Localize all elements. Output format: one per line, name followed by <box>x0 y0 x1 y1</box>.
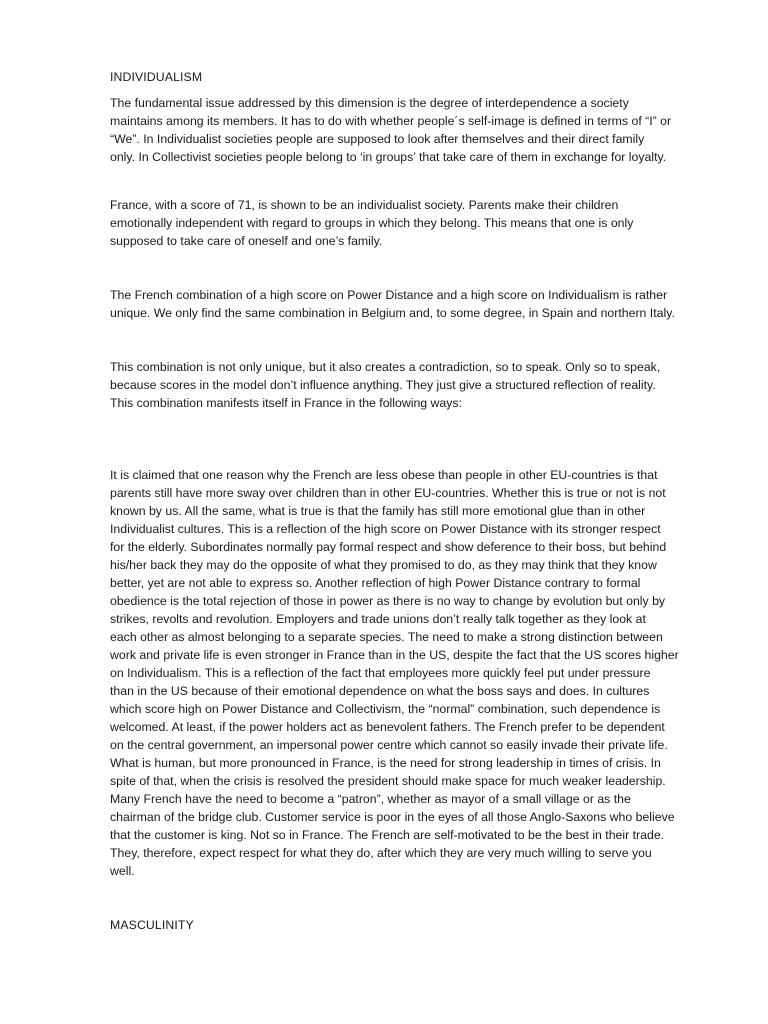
text-line: strikes, revolts and revolution. Employers and trade unions don’t really talk together as they look at <box>110 612 646 626</box>
paragraph-1 <box>110 94 730 166</box>
section-heading-individualism: INDIVIDUALISM <box>110 70 203 84</box>
text-line: on the central government, an impersonal power centre which cannot so easily invade their private life. <box>110 738 668 752</box>
text-line: They, therefore, expect respect for what they do, after which they are very much willing to serve you <box>110 846 652 860</box>
text-line: Individualist cultures. This is a reflection of the high score on Power Distance with its stronger respect <box>110 522 661 536</box>
section-heading-masculinity: MASCULINITY <box>110 918 194 932</box>
paragraph-5 <box>110 466 730 880</box>
text-line: well. <box>110 864 135 878</box>
text-line: It is claimed that one reason why the French are less obese than people in other EU-countries is that <box>110 468 658 482</box>
text-line: because scores in the model don’t influence anything. They just give a structured reflection of reality. <box>110 378 656 392</box>
text-line: spite of that, when the crisis is resolved the president should make space for much weaker leadership. <box>110 774 666 788</box>
text-line: “We”. In Individualist societies people are supposed to look after themselves and their direct family <box>110 132 645 146</box>
text-line: welcomed. At least, if the power holders act as benevolent fathers. The French prefer to be dependent <box>110 720 665 734</box>
text-line: known by us. All the same, what is true is that the family has still more emotional glue than in other <box>110 504 646 518</box>
text-line: The fundamental issue addressed by this dimension is the degree of interdependence a society <box>110 96 629 110</box>
text-line: obedience is the total rejection of those in power as there is no way to change by evolution but only by <box>110 594 666 608</box>
paragraph-2 <box>110 196 730 250</box>
text-line: his/her back they may do the opposite of what they promised to do, as they may think that they know <box>110 558 657 572</box>
text-line: that the customer is king. Not so in France. The French are self-motivated to be the best in their trade. <box>110 828 665 842</box>
text-line: for the elderly. Subordinates normally pay formal respect and show deference to their boss, but behind <box>110 540 667 554</box>
text-line: What is human, but more pronounced in France, is the need for strong leadership in times of crisis. In <box>110 756 661 770</box>
text-line: chairman of the bridge club. Customer service is poor in the eyes of all those Anglo-Saxons who believe <box>110 810 675 824</box>
text-line: unique. We only find the same combination in Belgium and, to some degree, in Spain and northern Italy. <box>110 306 675 320</box>
text-line: France, with a score of 71, is shown to be an individualist society. Parents make their children <box>110 198 619 212</box>
text-line: The French combination of a high score on Power Distance and a high score on Individualism is rather <box>110 288 668 302</box>
text-line: This combination manifests itself in France in the following ways: <box>110 396 462 410</box>
text-line: than in the US because of their emotional dependence on what the boss says and does. In cultures <box>110 684 650 698</box>
text-line: each other as almost belonging to a separate species. The need to make a strong distinction between <box>110 630 663 644</box>
text-line: better, yet are not able to express so. Another reflection of high Power Distance contrary to formal <box>110 576 641 590</box>
text-line: work and private life is even stronger in France than in the US, despite the fact that the US scores higher <box>110 648 679 662</box>
text-line: only. In Collectivist societies people belong to ‘in groups’ that take care of them in exchange for loyalty. <box>110 150 667 164</box>
text-line: which score high on Power Distance and Collectivism, the “normal” combination, such dependence is <box>110 702 661 716</box>
document-page <box>110 68 730 942</box>
paragraph-4 <box>110 358 730 412</box>
text-line: supposed to take care of oneself and one’s family. <box>110 234 383 248</box>
text-line: parents still have more sway over children than in other EU-countries. Whether this is true or not is not <box>110 486 666 500</box>
text-line: on Individualism. This is a reflection of the fact that employees more quickly feel put under pressure <box>110 666 651 680</box>
text-line: maintains among its members. It has to do with whether people´s self-image is defined in terms of “I” or <box>110 114 672 128</box>
paragraph-3 <box>110 286 730 322</box>
text-line: Many French have the need to become a “patron”, whether as mayor of a small village or as the <box>110 792 631 806</box>
text-line: This combination is not only unique, but it also creates a contradiction, so to speak. Only so to speak, <box>110 360 661 374</box>
text-line: emotionally independent with regard to groups in which they belong. This means that one is only <box>110 216 634 230</box>
